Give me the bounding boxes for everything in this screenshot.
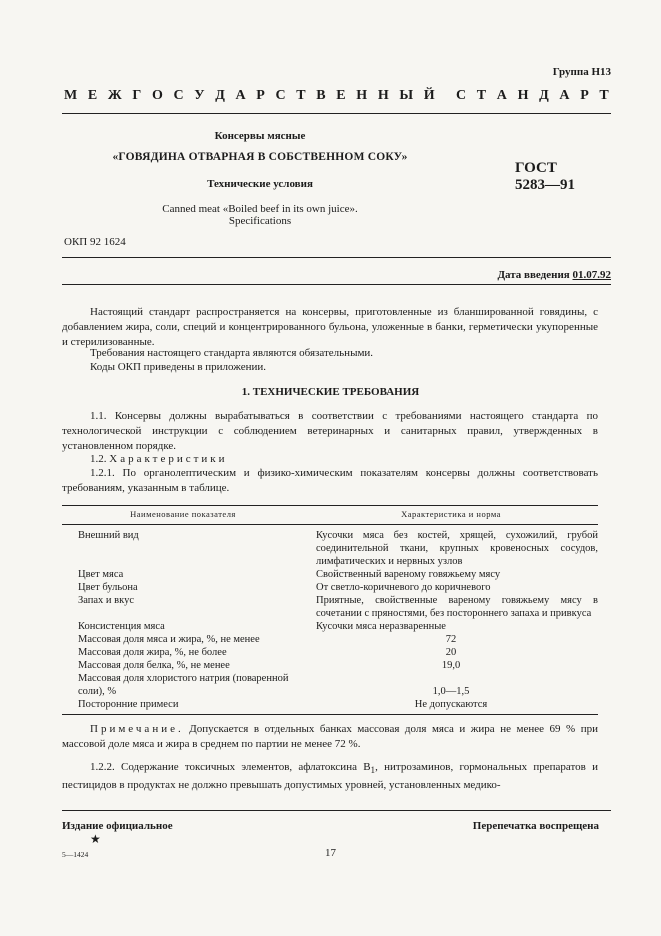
standard-banner [64,88,609,104]
indicator-value: Не допускаются [304,698,598,715]
indicator-value: Кусочки мяса неразваренные [316,621,446,632]
clause-1-2-2-start: 1.2.2. Содержание токсичных элементов, афлатоксина B [90,761,371,773]
doc-type: Технические условия [207,178,313,190]
banner-letter: Е [87,88,98,103]
group-label: Группа Н13 [552,66,611,78]
gost-number: 5283—91 [515,177,575,193]
banner-letter: А [559,88,570,103]
banner-letter: Д [539,88,549,103]
banner-letter: Й [423,88,435,103]
clause-1-2-1: 1.2.1. По органолептическим и физико-химическим показателям консервы должны соответствовать требованиям, указанным в таблице. [62,467,598,494]
banner-letter: Н [517,88,529,103]
indicator-name: Посторонние примеси [62,698,304,715]
star-icon: ★ [90,832,101,846]
banner-letter: Н [356,88,368,103]
banner-letter: Т [296,88,306,103]
table-row [62,659,598,672]
table-header-row [62,506,598,525]
indicator-value: 72 [445,634,457,645]
note-label: Примечание. [90,723,184,735]
doc-subject: Консервы мясные [214,130,306,142]
banner-letter: Е [336,88,346,103]
intro-paragraph-2: Требования настоящего стандарта являются обязательными. [90,347,374,359]
banner-letter: С [173,88,184,103]
date-value: 01.07.92 [572,269,611,281]
table-header-value: Характеристика и норма [304,506,598,525]
section-heading: 1. ТЕХНИЧЕСКИЕ ТРЕБОВАНИЯ [241,386,420,398]
page-number: 17 [325,847,336,859]
okp-divider [62,257,611,258]
header-divider [62,113,611,114]
introduction-date [497,269,611,281]
banner-letter: Ж [107,88,122,103]
banner-letter: С [275,88,286,103]
banner-letter: Г [132,88,142,103]
indicator-name: Запах и вкус [78,595,135,606]
indicator-value: Приятные, свойственные вареному говяжьему мясу в сочетании с пряностями, без постороннего запаха и привкуса [316,595,598,619]
aflatoxin-subscript: 1 [370,765,376,776]
banner-letter: Ы [399,88,414,103]
clause-1-2-2-rest: , нитрозаминов, гормональных препаратов и пестицидов в продуктах не должно превышать допустимых уровней, установленных медико- [62,761,598,792]
official-edition: Издание официальное [62,820,173,832]
doc-title: «ГОВЯДИНА ОТВАРНАЯ В СОБСТВЕННОМ СОКУ» [112,151,408,163]
english-title: Canned meat «Boiled beef in its own juice». [162,203,358,215]
banner-letter: Р [256,88,265,103]
english-type: Specifications [228,215,292,227]
date-divider [62,284,611,285]
intro-paragraph-3: Коды ОКП приведены в приложении. [90,361,267,373]
table-row [62,594,598,620]
gost-label: ГОСТ [515,160,557,176]
indicator-name: Массовая доля мяса и жира, %, не менее [78,634,260,645]
banner-letter: Н [377,88,389,103]
print-code: 5—1424 [62,850,89,859]
clause-title: Характеристики [109,453,228,465]
indicator-name: Консистенция мяса [78,621,165,632]
footer-divider [62,810,611,811]
date-label: Дата введения [497,269,570,281]
banner-letter: О [151,88,163,103]
indicator-value: 19,0 [441,660,461,671]
clause-1-2-2 [62,760,598,793]
table-row [62,633,598,646]
gost-designation [515,160,575,194]
banner-letter: Т [476,88,487,103]
table-row [62,568,598,581]
indicator-name: Массовая доля белка, %, не менее [78,660,230,671]
note-text: Допускается в отдельных банках массовая доля мяса и жира не менее 69 % при массовой доле мяса и жира в среднем по партии не менее 72 %. [62,723,598,750]
banner-letter: А [496,88,507,103]
table-row [62,525,598,569]
clause-number: 1.2. [90,453,107,465]
indicator-value: От светло-коричневого до коричневого [316,582,491,593]
banner-letter: С [456,88,467,103]
indicator-name: Массовая доля хлористого натрия (поваренной соли), % [78,673,289,697]
table-row [62,620,598,633]
characteristics-table [62,505,598,715]
clause-1-1: 1.1. Консервы должны вырабатываться в соответствии с требованиями настоящего стандарта по технологической инструкции с соблюдением ветеринарных и санитарных правил, утвержденных в установленном порядке. [62,410,598,452]
table-note [62,722,598,752]
banner-letter: Т [599,88,609,103]
indicator-value: Кусочки мяса без костей, хрящей, сухожилий, грубой соединительной ткани, крупных кровеносных сосудов, лимфатических и нервных узлов [316,530,598,567]
indicator-value: 20 [445,647,457,658]
banner-letter: Р [580,88,589,103]
table-row [62,698,598,715]
indicator-value: Свойственный вареному говяжьему мясу [316,569,501,580]
intro-paragraph-1: Настоящий стандарт распространяется на консервы, приготовленные из бланшированной говядины, с добавлением жира, соли, специй и концентрированного бульона, уложенные в банки, герметически укупоренные и стерилизованные. [62,306,598,348]
banner-letter: А [235,88,246,103]
banner-letter: В [316,88,326,103]
table-header-name: Наименование показателя [62,506,304,525]
banner-letter: У [194,88,205,103]
table-row [62,581,598,594]
indicator-name: Массовая доля жира, %, не более [78,647,227,658]
table-row [62,672,598,698]
indicator-value: 1,0—1,5 [432,686,470,697]
okp-code: ОКП 92 1624 [64,236,126,248]
indicator-name: Внешний вид [78,530,139,541]
table-row [62,646,598,659]
indicator-name: Цвет бульона [78,582,138,593]
clause-1-2 [62,452,598,467]
reprint-prohibited: Перепечатка воспрещена [472,820,599,832]
indicator-name: Цвет мяса [78,569,124,580]
banner-letter: Д [215,88,225,103]
banner-letter: М [64,88,78,103]
